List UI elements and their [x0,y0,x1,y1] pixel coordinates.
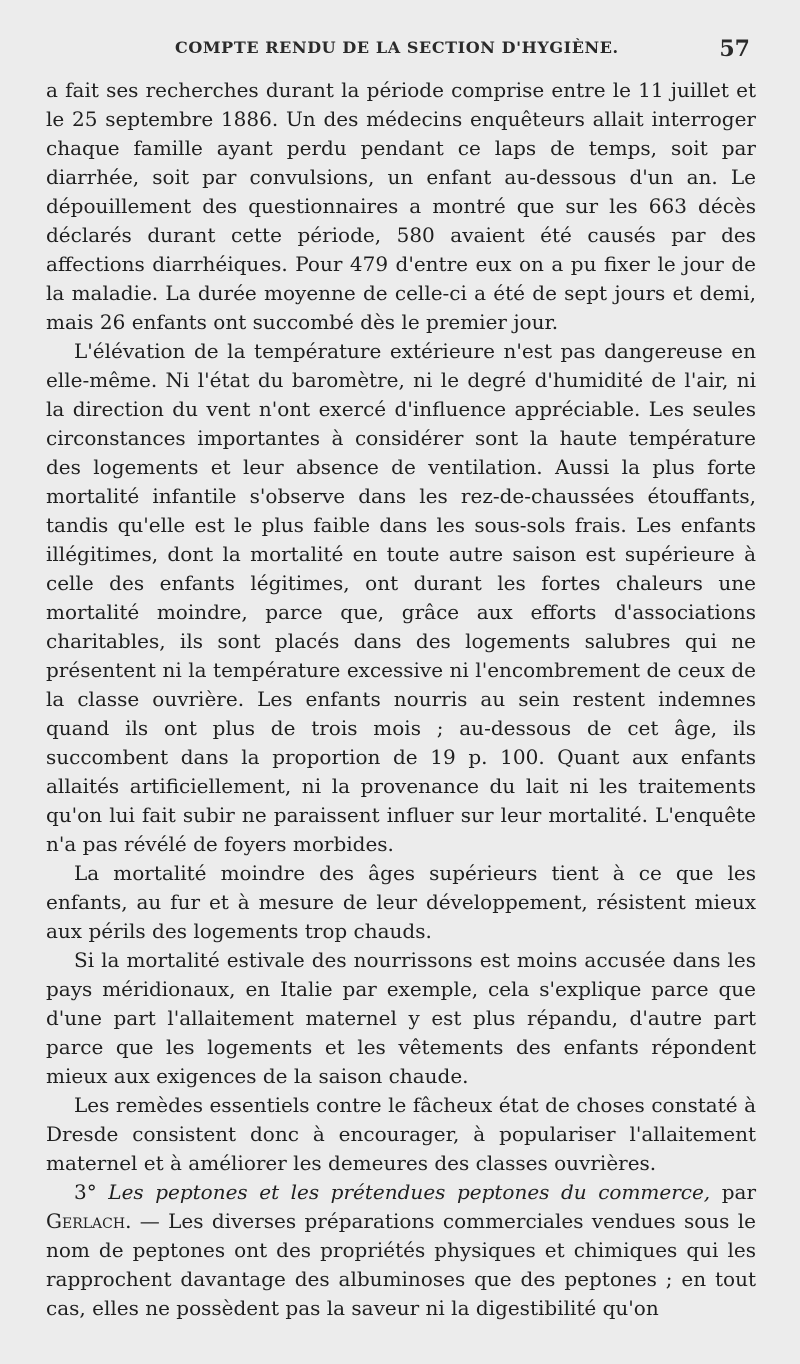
section-3-paragraph [46,1178,756,1323]
paragraph-continuation: a fait ses recherches durant la période comprise entre le 11 juillet et le 25 septembre 1886. Un des médecins enquêteurs allait interroger chaque famille ayant perdu pendant ce laps de temps, soit par diarrhée, soit par convulsions, un enfant au-dessous d'un an. Le dépouillement des questionnaires a montré que sur les 663 décès déclarés durant cette période, 580 avaient été causés par des affections diarrhéiques. Pour 479 d'entre eux on a pu fixer le jour de la maladie. La durée moyenne de celle-ci a été de sept jours et demi, mais 26 enfants ont succombé dès le premier jour. [46,78,756,334]
section-text: — Les diverses préparations commerciales vendues sous le nom de peptones ont des propriétés physiques et chimiques qui les rapprochent davantage des albuminoses que des peptones ; en tout cas, elles ne possèdent pas la saveur ni la digestibilité qu'on [46,1209,756,1320]
header-title: COMPTE RENDU DE LA SECTION D'HYGIÈNE. [175,38,619,57]
paragraph-southern-countries: Si la mortalité estivale des nourrissons est moins accusée dans les pays méridionaux, en Italie par exemple, cela s'explique parce que d'une part l'allaitement maternel y est plus répandu, d'autre part parce que les logements et les vêtements des enfants répondent mieux aux exigences de la saison chaude. [46,948,756,1088]
body-text [46,76,756,1323]
page-number: 57 [719,36,750,62]
section-number: 3° [74,1180,97,1204]
paragraph-remedies: Les remèdes essentiels contre le fâcheux état de choses constaté à Dresde consistent donc à encourager, à populariser l'allaitement maternel et à améliorer les demeures des classes ouvrières. [46,1093,756,1175]
section-by: par [721,1180,757,1204]
running-header [0,36,800,66]
paragraph-temperature: L'élévation de la température extérieure n'est pas dangereuse en elle-même. Ni l'état du baromètre, ni le degré d'humidité de l'air, ni la direction du vent n'ont exercé d'influence appréciable. Les seules circonstances importantes à considérer sont la haute température des logements et leur absence de ventilation. Aussi la plus forte mortalité infantile s'observe dans les rez-de-chaussées étouffants, tandis qu'elle est le plus faible dans les sous-sols frais. Les enfants illégitimes, dont la mortalité en toute autre saison est supérieure à celle des enfants légitimes, ont durant les fortes chaleurs une mortalité moindre, parce que, grâce aux efforts d'associations charitables, ils sont placés dans des logements salubres qui ne présentent ni la température excessive ni l'encombrement de ceux de la classe ouvrière. Les enfants nourris au sein restent indemnes quand ils ont plus de trois mois ; au-dessous de cet âge, ils succombent dans la proportion de 19 p. 100. Quant aux enfants allaités artificiellement, ni la provenance du lait ni les traitements qu'on lui fait subir ne paraissent influer sur leur mortalité. L'enquête n'a pas révélé de foyers morbides. [46,339,756,856]
section-title: Les peptones et les prétendues peptones du commerce, [108,1180,711,1204]
section-author: Gerlach. [46,1209,132,1233]
paragraph-older-ages: La mortalité moindre des âges supérieurs tient à ce que les enfants, au fur et à mesure de leur développement, résistent mieux aux périls des logements trop chauds. [46,861,756,943]
